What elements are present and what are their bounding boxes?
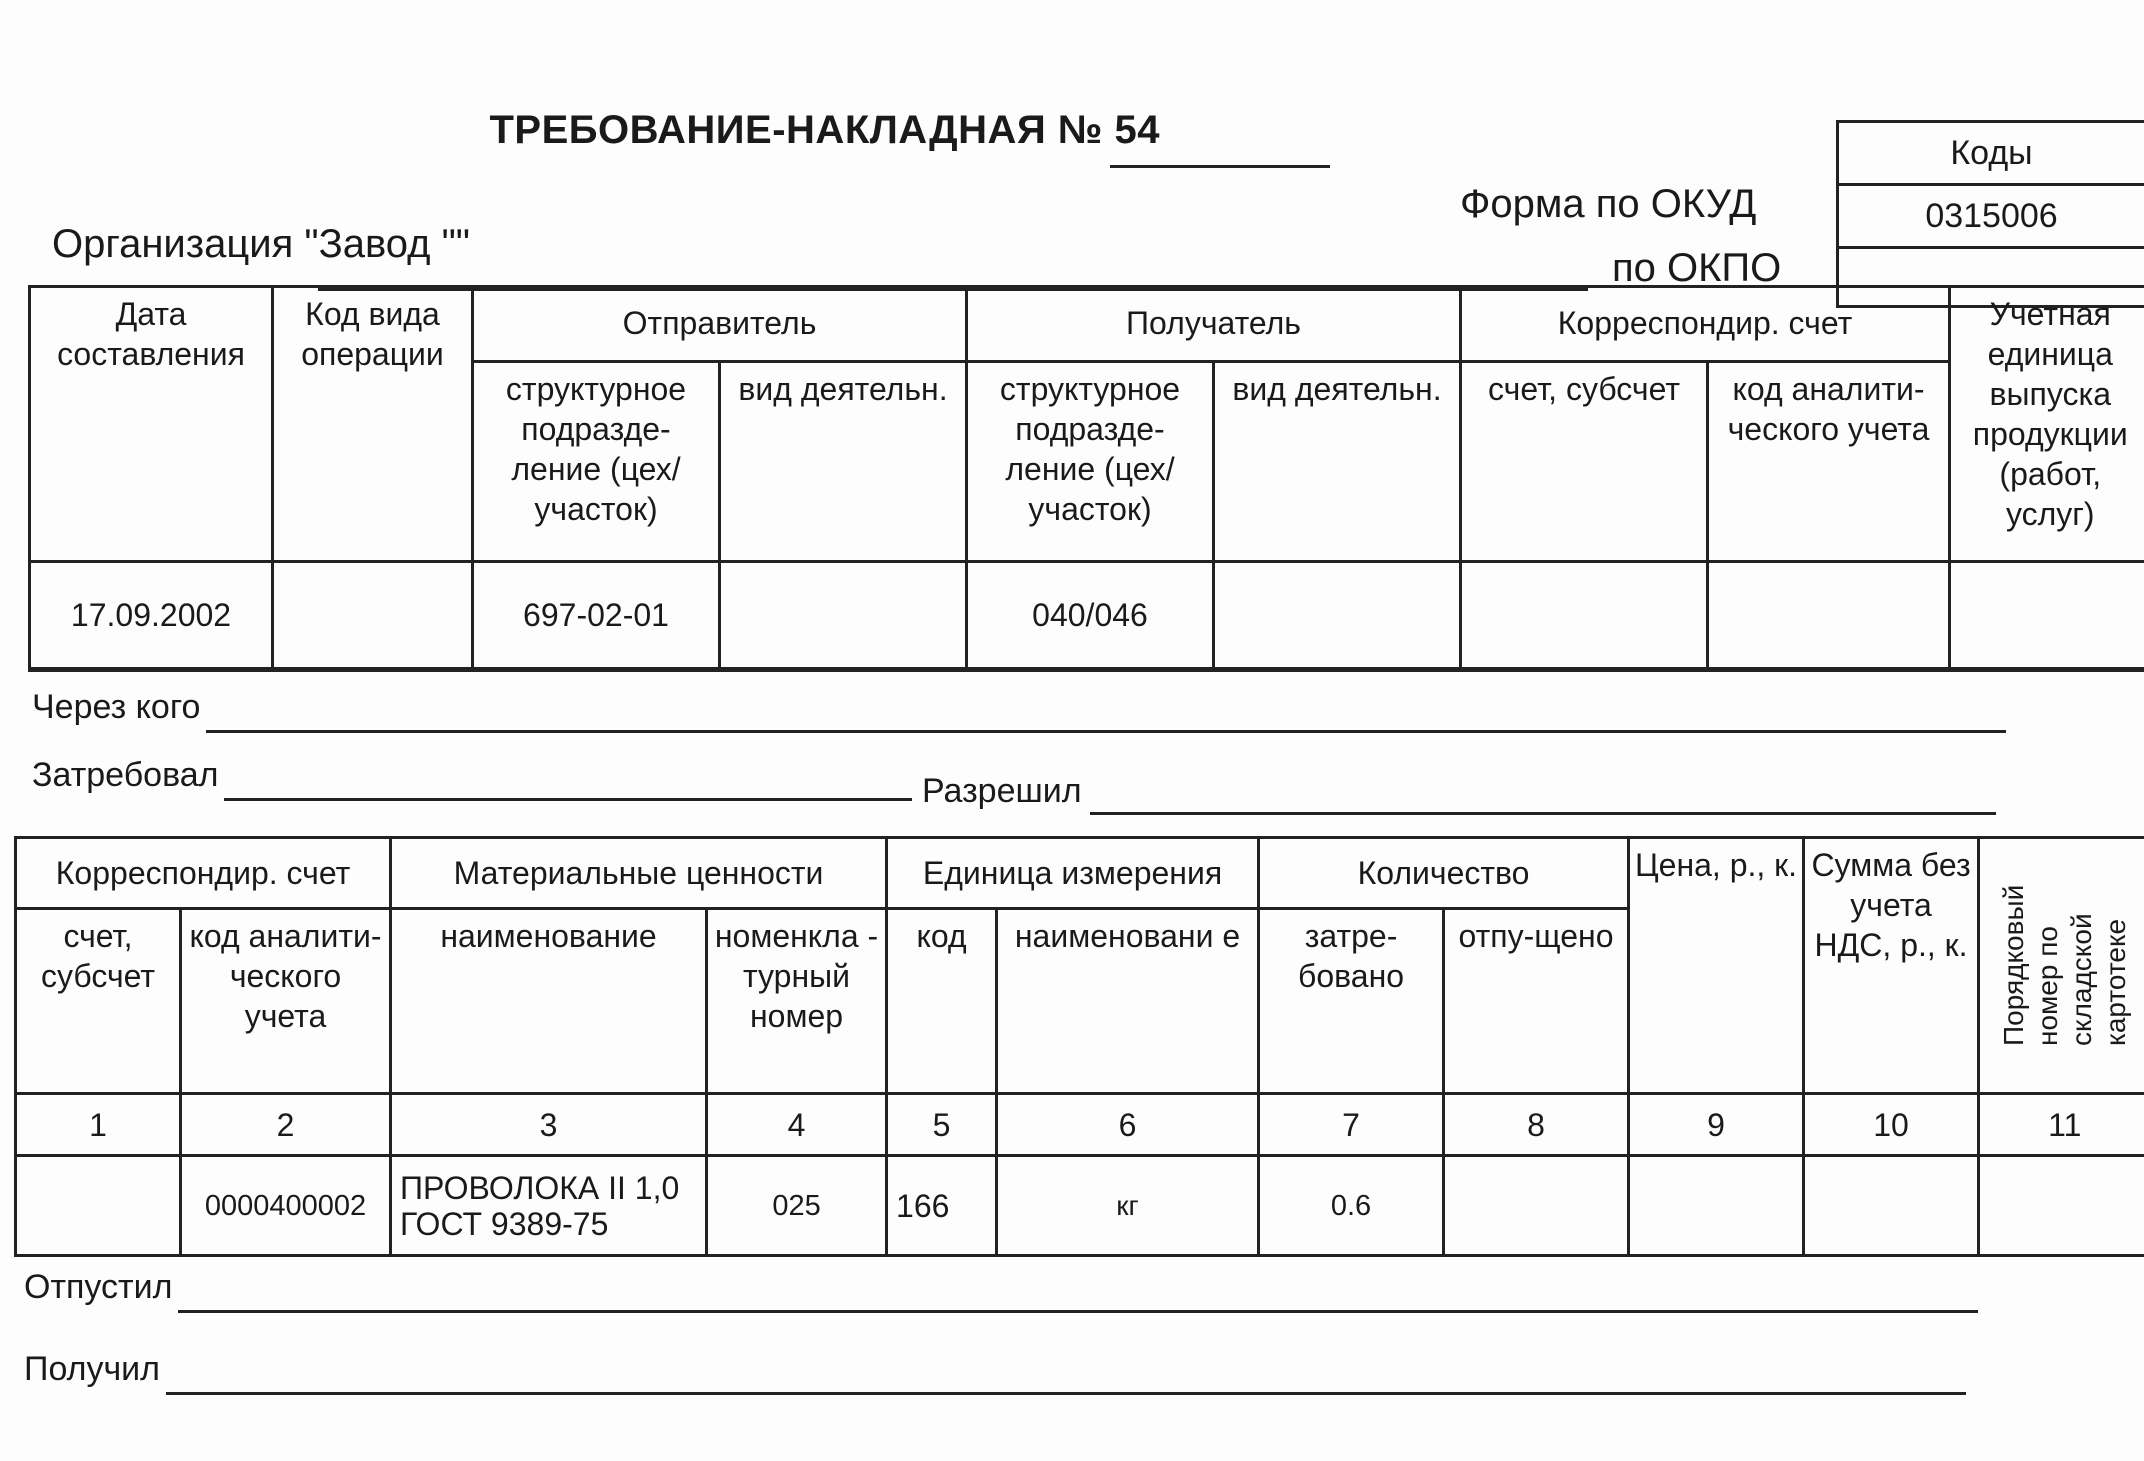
header-unit: Учетная единица выпуска продукции (работ, услуг) <box>1950 287 2144 562</box>
approved-line <box>1090 812 1996 815</box>
header-sum: Сумма без учета НДС, р., к. <box>1804 838 1979 1094</box>
column-number: 1 <box>16 1094 181 1156</box>
top-table <box>28 285 2144 672</box>
codes-box <box>1836 120 2144 308</box>
header-name: наименование <box>391 909 707 1094</box>
cell-receiver-activity <box>1214 562 1461 670</box>
cell-receiver-struct: 040/046 <box>967 562 1214 670</box>
cell-analytic-code-2: 0000400002 <box>181 1156 391 1256</box>
table-row <box>16 1156 2144 1256</box>
okud-label: Форма по ОКУД <box>1460 182 1757 226</box>
header-unit-code: код <box>887 909 997 1094</box>
okud-code: 0315006 <box>1839 186 2144 249</box>
header-nomenclature: номенкла - турный номер <box>707 909 887 1094</box>
column-number: 11 <box>1979 1094 2144 1156</box>
column-number: 10 <box>1804 1094 1979 1156</box>
header-account: счет, субсчет <box>1461 362 1708 562</box>
header-corr-account-2: Корреспондир. счет <box>16 838 391 909</box>
cell-sum <box>1804 1156 1979 1256</box>
approved-label: Разрешил <box>922 772 1082 810</box>
cell-unit-code: 166 <box>887 1156 997 1256</box>
cell-material-name <box>391 1156 707 1256</box>
header-card-no <box>1979 838 2144 1094</box>
released-label: Отпустил <box>24 1268 173 1306</box>
cell-account <box>1461 562 1708 670</box>
column-number: 7 <box>1259 1094 1444 1156</box>
title-underline <box>1110 165 1330 168</box>
received-line <box>166 1392 1966 1395</box>
cell-price <box>1629 1156 1804 1256</box>
material-name-line2: ГОСТ 9389-75 <box>400 1205 609 1242</box>
cell-op-code <box>273 562 473 670</box>
header-price: Цена, р., к. <box>1629 838 1804 1094</box>
cell-sender-activity <box>720 562 967 670</box>
header-analytic-code: код аналити-ческого учета <box>1708 362 1950 562</box>
cell-card-no <box>1979 1156 2144 1256</box>
material-name-line1: ПРОВОЛОКА II 1,0 <box>400 1169 680 1206</box>
cell-unit-name: кг <box>997 1156 1259 1256</box>
okpo-label: по ОКПО <box>1612 246 1782 290</box>
requested-label: Затребовал <box>32 756 219 794</box>
header-sender: Отправитель <box>473 287 967 362</box>
through-line <box>206 730 2006 733</box>
cell-unit <box>1950 562 2144 670</box>
materials-table <box>14 836 2144 1257</box>
column-number: 8 <box>1444 1094 1629 1156</box>
cell-requested: 0.6 <box>1259 1156 1444 1256</box>
header-quantity: Количество <box>1259 838 1629 909</box>
column-number: 9 <box>1629 1094 1804 1156</box>
header-analytic-code-2: код аналити-ческого учета <box>181 909 391 1094</box>
header-receiver-activity: вид деятельн. <box>1214 362 1461 562</box>
codes-header: Коды <box>1839 123 2144 186</box>
cell-nomenclature: 025 <box>707 1156 887 1256</box>
cell-sender-struct: 697-02-01 <box>473 562 720 670</box>
column-numbers-row <box>16 1094 2144 1156</box>
header-receiver-struct: структурное подразде-ление (цех/участок) <box>967 362 1214 562</box>
column-number: 4 <box>707 1094 887 1156</box>
header-sender-struct: структурное подразде-ление (цех/участок) <box>473 362 720 562</box>
card-no-text: Порядковый номер по складской картотеке <box>1997 884 2131 1046</box>
header-date: Дата составления <box>30 287 273 562</box>
header-unit-name: наименовани е <box>997 909 1259 1094</box>
header-corr-account: Корреспондир. счет <box>1461 287 1950 362</box>
released-line <box>178 1310 1978 1313</box>
cell-date: 17.09.2002 <box>30 562 273 670</box>
header-account-2: счет, субсчет <box>16 909 181 1094</box>
cell-analytic-code <box>1708 562 1950 670</box>
organization-label: Организация "Завод "" <box>52 222 470 266</box>
header-unit-measure: Единица измерения <box>887 838 1259 909</box>
through-label: Через кого <box>32 688 201 726</box>
column-number: 5 <box>887 1094 997 1156</box>
header-released: отпу-щено <box>1444 909 1629 1094</box>
column-number: 6 <box>997 1094 1259 1156</box>
header-receiver: Получатель <box>967 287 1461 362</box>
header-requested: затре-бовано <box>1259 909 1444 1094</box>
header-materials: Материальные ценности <box>391 838 887 909</box>
document-title: ТРЕБОВАНИЕ-НАКЛАДНАЯ № 54 <box>489 108 1160 152</box>
column-number: 2 <box>181 1094 391 1156</box>
requested-line <box>224 798 912 801</box>
cell-released <box>1444 1156 1629 1256</box>
column-number: 3 <box>391 1094 707 1156</box>
header-sender-activity: вид деятельн. <box>720 362 967 562</box>
received-label: Получил <box>24 1350 160 1388</box>
cell-account-2 <box>16 1156 181 1256</box>
header-op-code: Код вида операции <box>273 287 473 562</box>
